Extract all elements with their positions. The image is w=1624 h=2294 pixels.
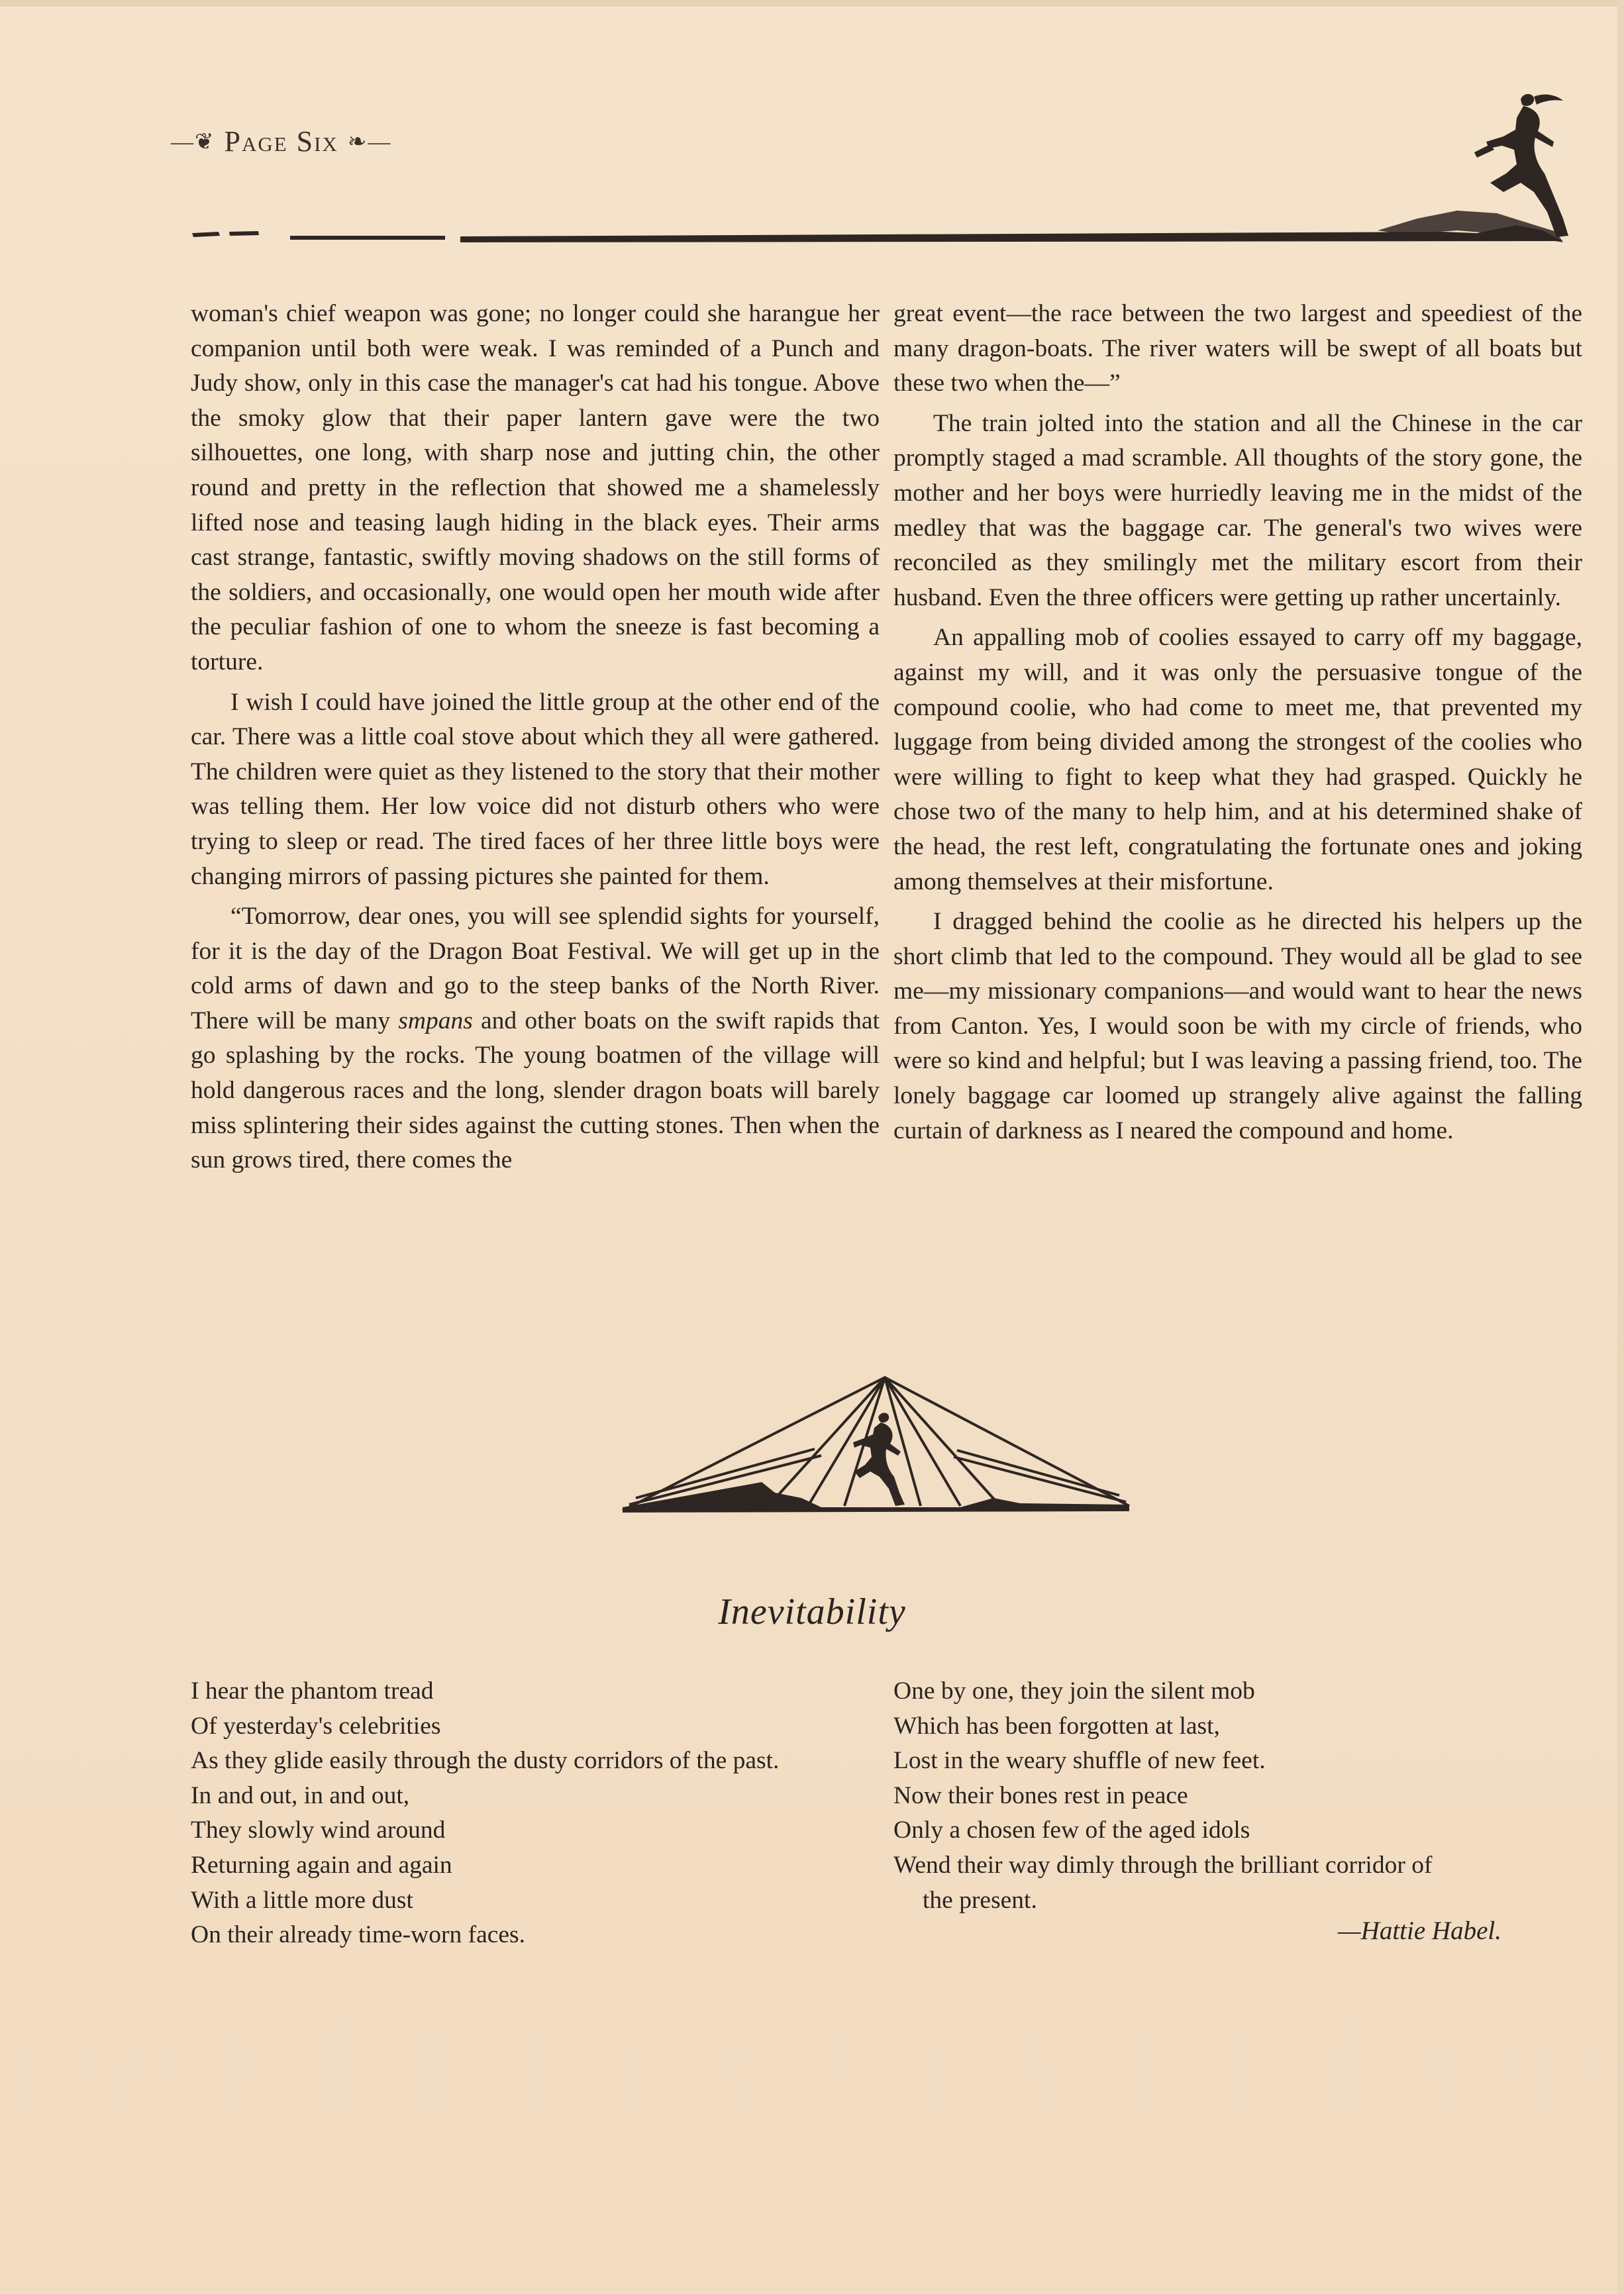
paragraph-text: and other boats on the swift rapids that go splashing by the rocks. The young boatmen of the village will hold dangerous races and the long, slender dragon boats will barely miss splintering their sides against the cutting stones. Then when the sun grows tired, there comes the <box>191 1007 880 1174</box>
emphasized-word: smpans <box>398 1007 473 1034</box>
poem-line: Only a chosen few of the aged idols <box>893 1817 1250 1844</box>
poem-line: I hear the phantom tread <box>191 1677 434 1705</box>
article-paragraph: The train jolted into the station and all the Chinese in the car promptly staged a mad scramble. All thoughts of the story gone, the mother and her boys were hurriedly leaving me in the midst of the medley that was the baggage car. The general's two wives were reconciled as they smilingly met the military escort from their husband. Even the three officers were getting up rather uncertainly. <box>893 409 1582 611</box>
poem-line: Of yesterday's celebrities <box>191 1712 441 1740</box>
poem-line: the present. <box>923 1886 1037 1914</box>
header-ornament-left-icon: —❦ <box>171 129 215 154</box>
poem-line: One by one, they join the silent mob <box>893 1677 1255 1705</box>
poem-line: With a little more dust <box>191 1886 413 1914</box>
paragraph-text: “Tomorrow, dear ones, you will see splendid sights for yourself, for it is the day of the Dragon Boat Festival. We will get up in the cold arms of dawn and go to the steep banks of the North River. There will be many <box>191 903 880 1034</box>
poem-line: Returning again and again <box>191 1851 452 1879</box>
poem-line: Now their bones rest in peace <box>893 1781 1188 1809</box>
article-paragraph: great event—the race between the two largest and speediest of the many dragon-boats. The river waters will be swept of all boats but these two when the—” <box>893 300 1582 397</box>
poem-line: As they glide easily through the dusty corridors of the past. <box>191 1747 780 1775</box>
pyramid-runner-figure-icon <box>853 1413 905 1506</box>
poem-line: On their already time-worn faces. <box>191 1921 525 1949</box>
poem-line: Which has been forgotten at last, <box>893 1712 1220 1740</box>
poem-author-signature: —Hattie Habel. <box>1338 1917 1501 1945</box>
poem-line: In and out, in and out, <box>191 1781 410 1809</box>
poem-stanza-right <box>893 1674 1582 1918</box>
poem-stanza-left <box>191 1674 779 1953</box>
article-paragraph: I wish I could have joined the little group at the other end of the car. There was a little coal stove about which they all were gathered. The children were quiet as they listened to the story that their mother was telling them. Her low voice did not disturb others who were trying to sleep or read. The tired faces of her three little boys were changing mirrors of passing pictures she painted for them. <box>191 688 880 890</box>
page-title: Page Six <box>224 125 338 158</box>
article-paragraph: An appalling mob of coolies essayed to carry off my baggage, against my will, and it was only the persuasive tongue of the compound coolie, who had come to meet me, that prevented my luggage from being divided among the strongest of the coolies who were willing to fight to keep what they had grasped. Quickly he chose two of the many to help him, and at his determined shake of the head, the rest left, congratulating the fortunate ones and joking among themselves at their misfortune. <box>893 624 1582 895</box>
poem-title: Inevitability <box>718 1591 906 1632</box>
poem-line: Wend their way dimly through the brilliant corridor of <box>893 1851 1433 1879</box>
poem-line: They slowly wind around <box>191 1817 446 1844</box>
article-paragraph: woman's chief weapon was gone; no longer could she harangue her companion until both were weak. I was reminded of a Punch and Judy show, only in this case the manager's cat had his tongue. Above the smoky glow that their paper lantern gave were the two silhouettes, one long, with sharp nose and jutting chin, the other round and pretty in the reflection that showed me a shamelessly lifted nose and teasing laugh hiding in the black eyes. Their arms cast strange, fantastic, swiftly moving shadows on the still forms of the soldiers, and occasionally, one would open her mouth wide after the peculiar fashion of one to whom the sneeze is fast becoming a torture. <box>191 300 880 675</box>
poem-line: Lost in the weary shuffle of new feet. <box>893 1747 1266 1775</box>
article-paragraph: I dragged behind the coolie as he directed his helpers up the short climb that led to the compound. They would all be glad to see me—my missionary companions—and would want to hear the news from Canton. Yes, I would soon be with my circle of friends, who were so kind and helpful; but I was leaving a passing friend, too. The lonely baggage car loomed up strangely alive against the falling curtain of darkness as I neared the compound and home. <box>893 908 1582 1144</box>
header-ornament-right-icon: ❧— <box>347 129 392 154</box>
